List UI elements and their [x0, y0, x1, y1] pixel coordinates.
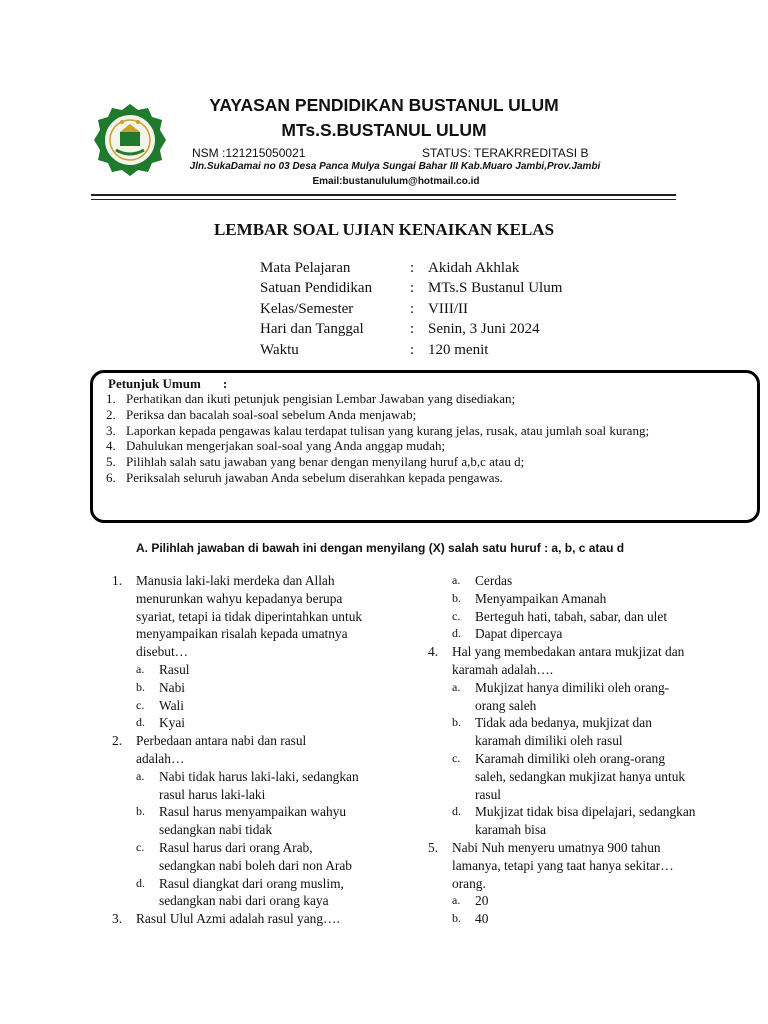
option-b[interactable]: b. Tidak ada bedanya, mukjizat dan karamah dimiliki oleh rasul [452, 715, 652, 749]
option-a[interactable]: a. Nabi tidak harus laki-laki, sedangkan rasul harus laki-laki [136, 768, 359, 802]
question-number: 4. [428, 644, 439, 660]
option-b[interactable]: b. Menyampaikan Amanah [452, 590, 607, 606]
question-text: Perbedaan antara nabi dan rasul adalah… [136, 733, 307, 766]
question-number: 3. [112, 911, 123, 927]
instruction-item: 1. Perhatikan dan ikuti petunjuk pengisian Lembar Jawaban yang disediakan; [106, 391, 516, 406]
info-row-time [260, 340, 562, 360]
section-a-heading: A. Pilihlah jawaban di bawah ini dengan menyilang (X) salah satu huruf : a, b, c atau d [136, 541, 625, 555]
info-value: 120 menit [428, 341, 489, 358]
question-text: Nabi Nuh menyeru umatnya 900 tahun lamanya, tetapi yang taat hanya sekitar… orang. [452, 839, 674, 891]
question-5 [428, 839, 698, 928]
instruction-text: Laporkan kepada pengawas kalau terdapat tulisan yang kurang jelas, rusak, atau jumlah soal kurang; [126, 422, 650, 438]
instruction-item: 6. Periksalah seluruh jawaban Anda sebelum diserahkan kepada pengawas. [106, 469, 503, 485]
option-a[interactable]: a. Mukjizat hanya dimiliki oleh orang-orang saleh [452, 679, 670, 713]
info-row-class [260, 299, 562, 319]
question-text: Hal yang membedakan antara mukjizat dan karamah adalah…. [452, 644, 685, 677]
info-colon: : [410, 321, 415, 338]
info-value: MTs.S Bustanul Ulum [428, 280, 563, 297]
info-label: Kelas/Semester [260, 300, 354, 317]
nsm-number: NSM :121215050021 [192, 146, 306, 160]
info-colon: : [410, 341, 415, 358]
info-label: Mata Pelajaran [260, 260, 351, 276]
question-text: Rasul Ulul Azmi adalah rasul yang…. [136, 911, 340, 927]
instruction-item: 5. Pilihlah salah satu jawaban yang benar dengan menyilang huruf a,b,c atau d; [106, 454, 525, 470]
question-3 [112, 910, 372, 928]
instruction-text: Pilihlah salah satu jawaban yang benar dengan menyilang huruf a,b,c atau d; [126, 454, 525, 470]
option-c[interactable]: c. Wali [136, 697, 184, 713]
info-value: VIII/II [428, 300, 468, 317]
option-c[interactable]: c. Rasul harus dari orang Arab, sedangkan nabi boleh dari non Arab [136, 839, 352, 873]
instruction-item: 4. Dahulukan mengerjakan soal-soal yang Anda anggap mudah; [106, 438, 446, 454]
option-d[interactable]: d. Mukjizat tidak bisa dipelajari, sedangkan karamah bisa [452, 804, 696, 838]
question-number: 2. [112, 733, 123, 749]
school-email: Email:bustanululum@hotmail.co.id [312, 176, 480, 187]
info-value: Akidah Akhlak [428, 260, 520, 276]
option-b[interactable]: b. Rasul harus menyampaikan wahyu sedangkan nabi tidak [136, 804, 347, 838]
instruction-item: 3. Laporkan kepada pengawas kalau terdapat tulisan yang kurang jelas, rusak, atau jumlah soal kurang; [106, 422, 650, 438]
school-name: MTs.S.BUSTANUL ULUM [281, 120, 487, 140]
questions-right-column [428, 572, 698, 928]
question-2 [112, 732, 372, 910]
info-row-date [260, 319, 562, 339]
question-4 [428, 643, 698, 839]
info-label: Waktu [260, 341, 299, 358]
info-label: Satuan Pendidikan [260, 280, 373, 297]
instruction-text: Dahulukan mengerjakan soal-soal yang Anda anggap mudah; [126, 438, 446, 454]
org-name: YAYASAN PENDIDIKAN BUSTANUL ULUM [209, 95, 559, 115]
instructions-list [106, 391, 676, 486]
option-a[interactable]: a. Cerdas [452, 573, 513, 588]
option-c[interactable]: c. Berteguh hati, tabah, sabar, dan ulet [452, 608, 668, 624]
question-1 [112, 572, 372, 732]
info-row-school [260, 278, 562, 298]
info-colon: : [410, 300, 415, 317]
instruction-item: 2. Periksa dan bacalah soal-soal sebelum Anda menjawab; [106, 406, 417, 422]
exam-info-table [260, 258, 562, 360]
instruction-text: Periksalah seluruh jawaban Anda sebelum diserahkan kepada pengawas. [126, 469, 503, 485]
question-number: 5. [428, 839, 439, 855]
header-divider-thick [91, 194, 676, 196]
instructions-title-text: Petunjuk Umum [108, 376, 201, 391]
instructions-title: Petunjuk Umum : [108, 376, 228, 391]
info-value: Senin, 3 Juni 2024 [428, 321, 540, 338]
info-colon: : [410, 280, 415, 297]
question-text: Manusia laki-laki merdeka dan Allah menurunkan wahyu kepadanya berupa syariat, tetapi ia tidak diperintahkan untuk menyampaikan risalah kepada umatnya disebut… [136, 573, 363, 660]
info-label: Hari dan Tanggal [260, 321, 364, 338]
option-a[interactable]: a. 20 [452, 893, 489, 909]
option-a[interactable]: a. Rasul [136, 661, 190, 677]
option-d[interactable]: d. Rasul diangkat dari orang muslim, sedangkan nabi dari orang kaya [136, 875, 344, 909]
school-address: Jln.SukaDamai no 03 Desa Panca Mulya Sungai Bahar III Kab.Muaro Jambi,Prov.Jambi [189, 161, 601, 172]
instruction-text: Periksa dan bacalah soal-soal sebelum Anda menjawab; [126, 406, 417, 422]
question-3-options [428, 572, 698, 643]
info-colon: : [410, 260, 415, 276]
option-b[interactable]: b. Nabi [136, 679, 186, 695]
option-c[interactable]: c. Karamah dimiliki oleh orang-orang saleh, sedangkan mukjizat hanya untuk rasul [452, 750, 686, 802]
option-b[interactable]: b. 40 [452, 911, 489, 927]
header-divider-thin [91, 199, 676, 200]
questions-left-column [112, 572, 372, 928]
option-d[interactable]: d. Dapat dipercaya [452, 626, 563, 642]
accreditation-status: STATUS: TERAKRREDITASI B [422, 146, 589, 160]
info-row-subject [260, 258, 562, 278]
exam-title: LEMBAR SOAL UJIAN KENAIKAN KELAS [213, 220, 555, 239]
question-number: 1. [112, 573, 123, 588]
instruction-text: Perhatikan dan ikuti petunjuk pengisian Lembar Jawaban yang disediakan; [126, 391, 516, 406]
option-d[interactable]: d. Kyai [136, 715, 186, 731]
